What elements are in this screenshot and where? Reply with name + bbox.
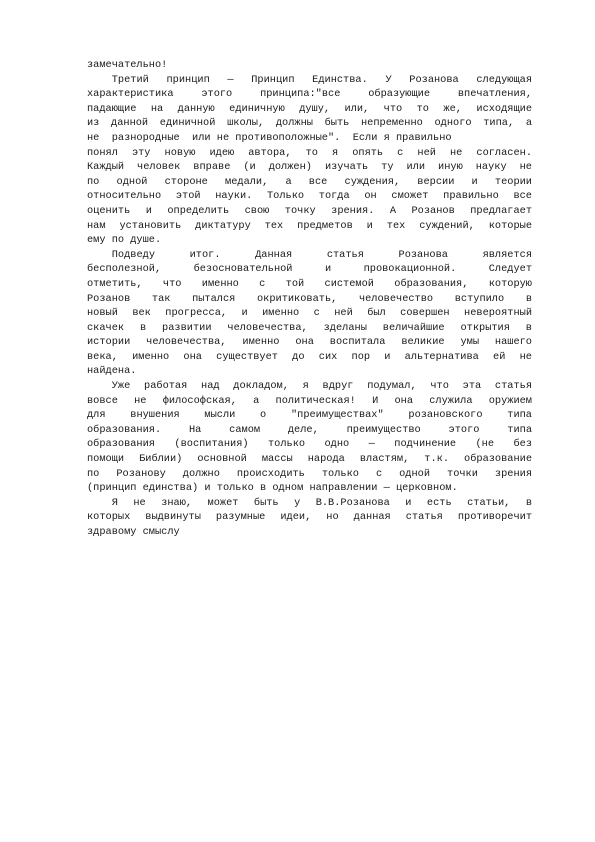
text-line: найдена. (87, 365, 137, 378)
text-line: характеристика этого принципа:"все образующие впечатления, (87, 88, 532, 101)
text-line: по одной стороне медали, а все суждения, версии и теории (87, 175, 532, 188)
text-line: из данной единичной школы, должны быть непременно одного типа, а (87, 117, 532, 130)
text-line: истории человечества, именно она воспитала великие умы нашего (87, 336, 532, 349)
text-line: оценить и определить свою точку зрения. А Розанов предлагает (87, 204, 532, 217)
text-line: образования. На самом деле, преимущество этого типа (87, 423, 532, 436)
text-line: понял эту новую идею автора, то я опять с ней не согласен. (87, 146, 532, 159)
text-line: вовсе не философская, а политическая! И она служила оружием (87, 394, 532, 407)
text-line: Третий принцип — Принцип Единства. У Розанова следующая (111, 73, 532, 86)
text-line: образования (воспитания) только одно — подчинение (не без (87, 438, 532, 451)
text-line: здравому смыслу (87, 526, 180, 538)
text-line: ему по душе. (87, 234, 162, 247)
text-line: для внушения мысли о "преимуществах" розановского типа (87, 409, 532, 422)
text-line: замечательно! (87, 59, 168, 71)
text-line: новый век прогресса, и именно с ней был совершен невероятный (87, 307, 532, 320)
text-line: отметить, что именно с той системой образования, которую (87, 277, 532, 290)
text-line: Уже работая над докладом, я вдруг подумал, что эта статья (111, 380, 532, 393)
document-body (87, 58, 532, 540)
text-line: Я не знаю, может быть у В.В.Розанова и есть статьи, в (111, 496, 532, 509)
text-line: бесполезной, безосновательной и провокационной. Следует (87, 263, 532, 276)
text-line: Подведу итог. Данная статья Розанова является (111, 248, 532, 261)
text-line: по Розанову должно происходить только с одной точки зрения (87, 467, 532, 480)
text-line: Каждый человек вправе (и должен) изучать ту или иную науку не (87, 161, 532, 174)
text-line: нам установить диктатуру тех предметов и тех суждений, которые (87, 219, 532, 232)
text-line: (принцип единства) и только в одном направлении — церковном. (87, 482, 458, 495)
text-line: помощи Библии) основной массы народа властям, т.к. образование (87, 453, 532, 466)
text-line: относительно этой науки. Только тогда он сможет правильно все (87, 190, 532, 203)
text-line: не разнородные или не противоположные". Если я правильно (87, 131, 452, 144)
text-line: Розанов так пытался окритиковать, человечество вступило в (87, 292, 532, 305)
text-line: скачек в развитии человечества, зделаны величайшие открытия в (87, 321, 532, 334)
text-line: века, именно она существует до сих пор и альтернатива ей не (87, 350, 532, 363)
text-line: которых выдвинуты разумные идеи, но данная статья противоречит (87, 511, 532, 524)
text-line: падающие на данную единичную душу, или, что то же, исходящие (87, 102, 532, 115)
